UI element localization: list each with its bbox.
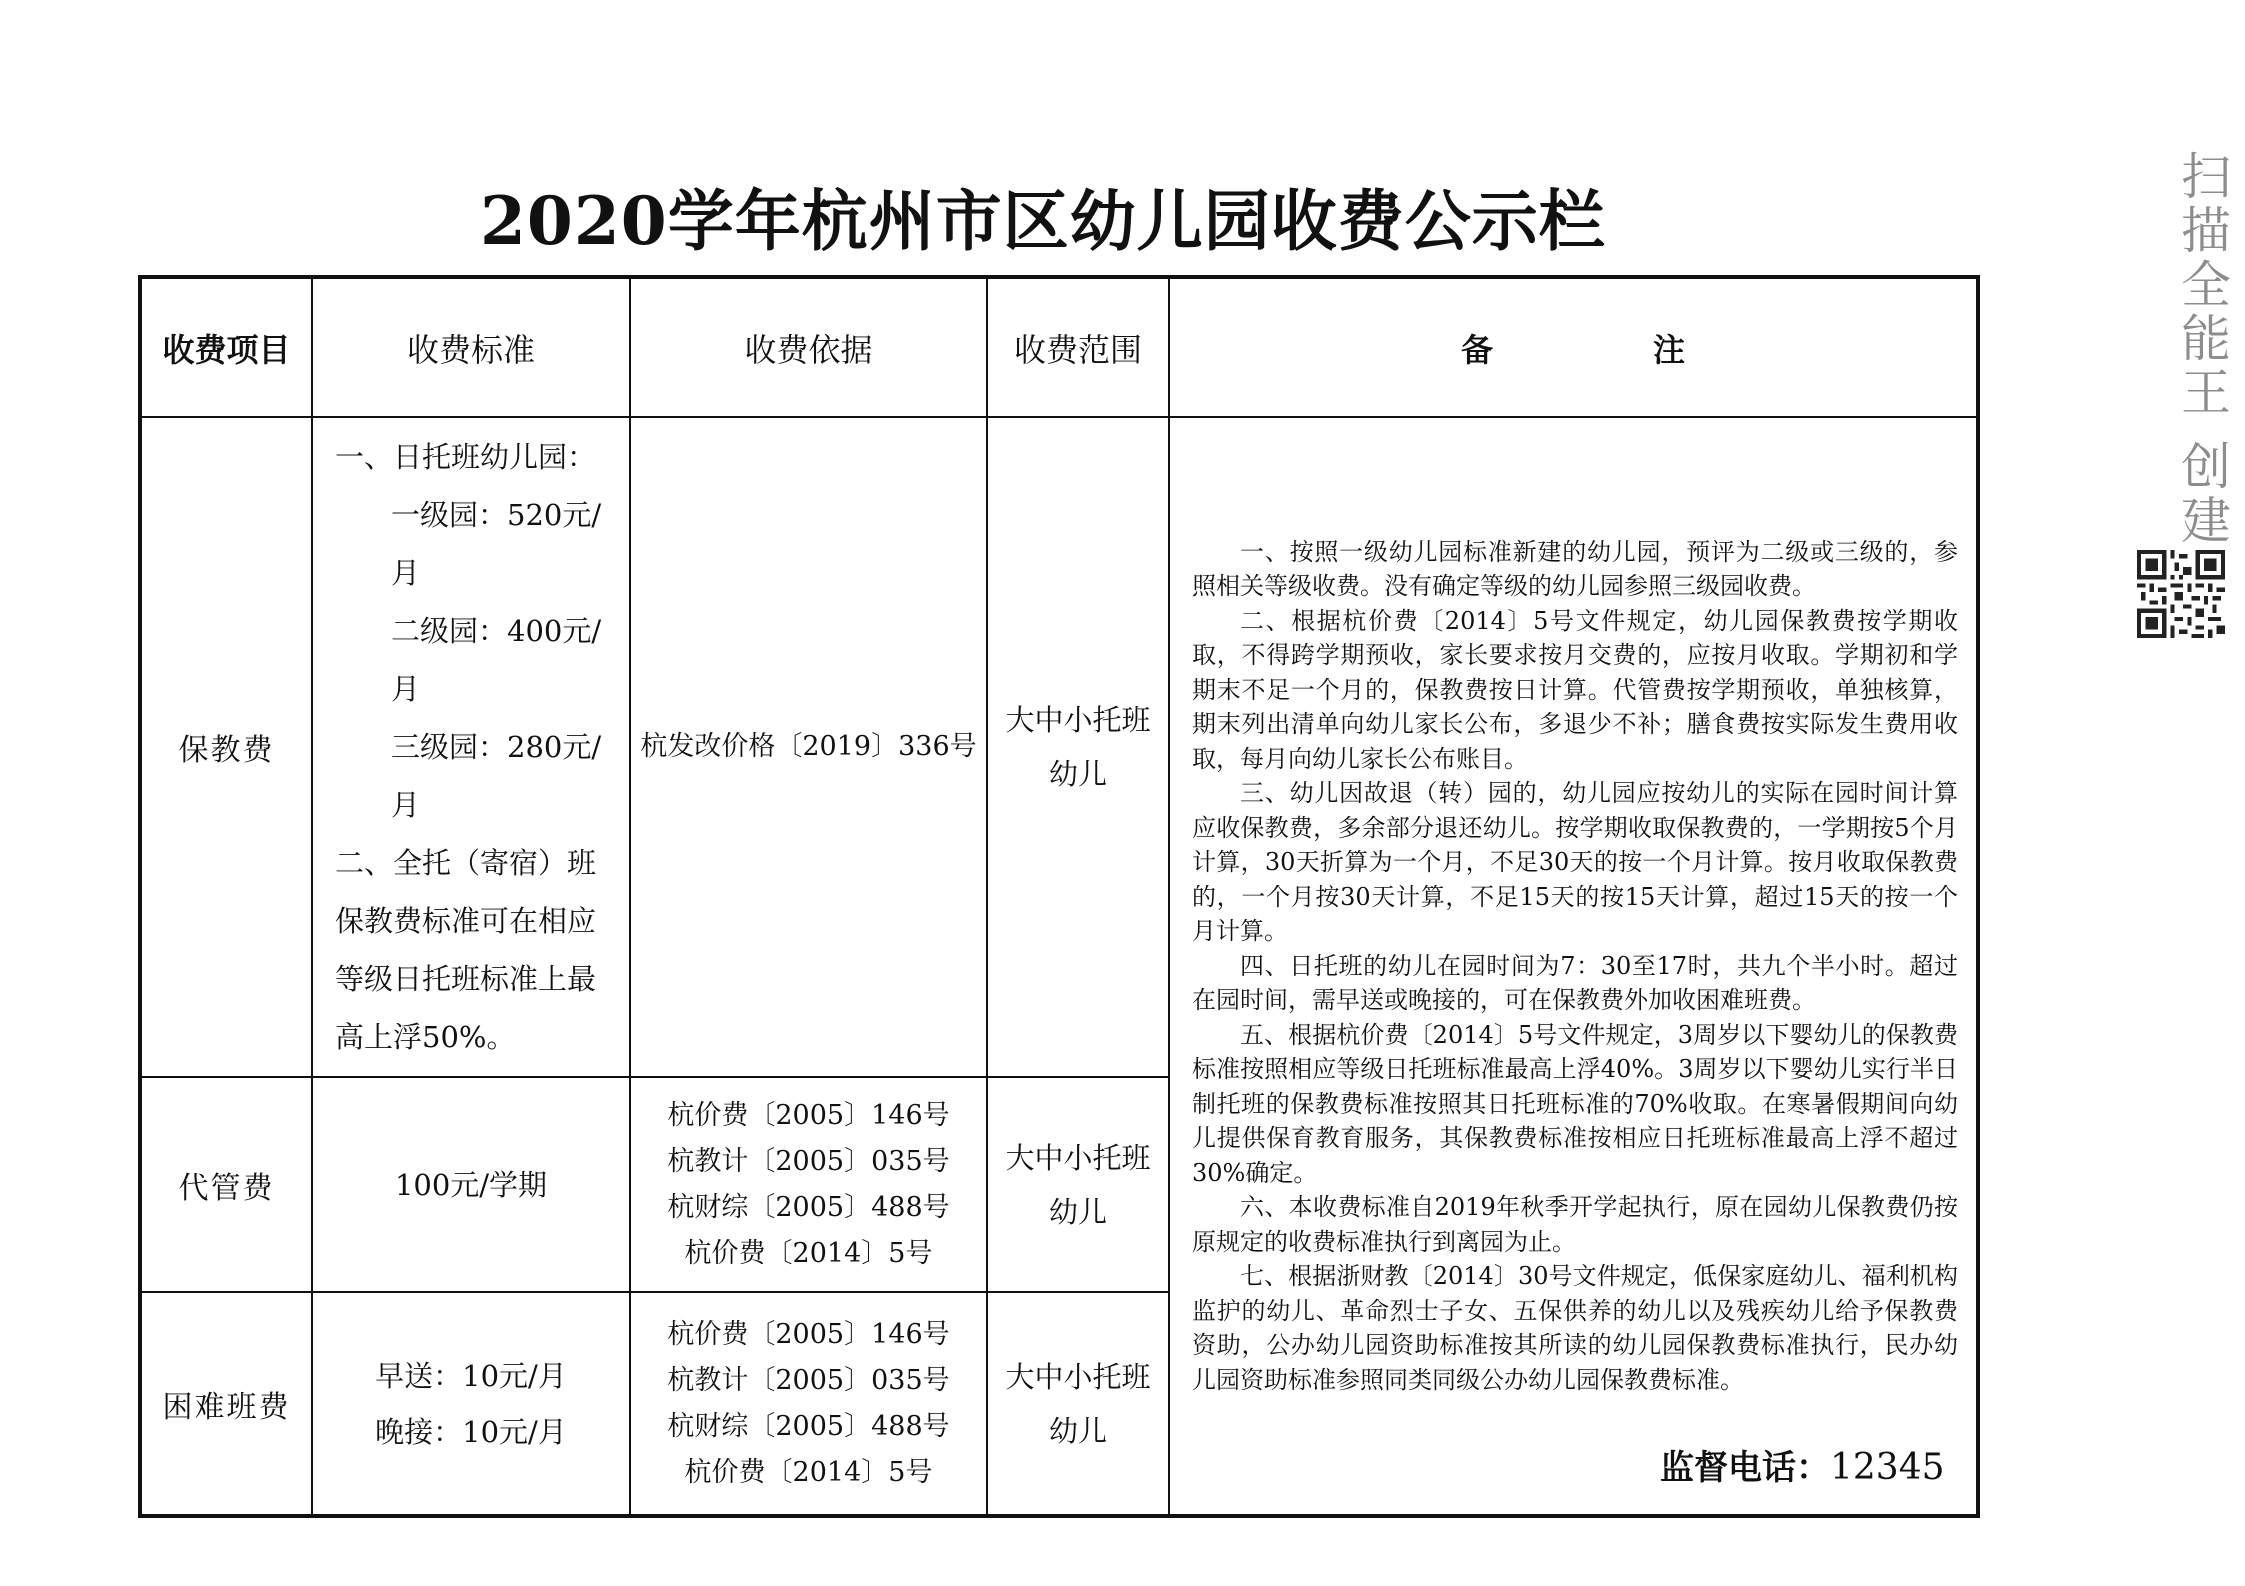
note-paragraph: 五、根据杭价费〔2014〕5号文件规定，3周岁以下婴幼儿的保教费标准按照相应等级日托班标准最高上浮40%。3周岁以下婴幼儿实行半日制托班的保教费标准按照其日托班标准的70%收取。在寒暑假期间向幼儿提供保育教育服务，其保教费标准按相应日托班标准最高上浮不超过30%确定。 [1192,1020,1958,1187]
row-item-custody: 代管费 [140,1077,312,1292]
note-paragraph: 七、根据浙财教〔2014〕30号文件规定，低保家庭幼儿、福利机构监护的幼儿、革命烈士子女、五保供养的幼儿以及残疾幼儿给予保教费资助，公办幼儿园资助标准按其所读的幼儿园保教费标准执行，民办幼儿园资助标准参照同类同级公办幼儿园保教费标准。 [1192,1262,1958,1394]
header-basis: 收费依据 [630,277,987,417]
note-paragraph: 三、幼儿因故退（转）园的，幼儿园应按幼儿的实际在园时间计算应收保教费，多余部分退还幼儿。按学期收取保教费的，一学期按5个月计算，30天折算为一个月，不足30天的按一个月计算。按月收取保教费的，一个月按30天计算，不足15天的按15天计算，超过15天的按一个月计算。 [1192,779,1958,946]
supervision-hotline [1660,1440,1945,1489]
row-scope-custody [987,1077,1169,1292]
standard-line: 三级园：280元/月 [391,730,602,822]
row-item-extended-care: 困难班费 [140,1292,312,1516]
standard-line: 等级日托班标准上最 [335,962,597,996]
basis-line: 杭财综〔2005〕488号 [667,1191,950,1223]
basis-line: 杭价费〔2005〕146号 [667,1099,950,1131]
row-standard-tuition [312,417,630,1077]
note-paragraph: 四、日托班的幼儿在园时间为7：30至17时，共九个半小时。超过在园时间，需早送或晚接的，可在保教费外加收困难班费。 [1192,951,1958,1015]
row-standard-extended-care [312,1292,630,1516]
scope-line: 幼儿 [1048,757,1107,791]
standard-line: 早送：10元/月 [375,1358,567,1393]
table-header-row [140,277,1978,417]
row-scope-extended-care [987,1292,1169,1516]
note-paragraph: 二、根据杭价费〔2014〕5号文件规定，幼儿园保教费按学期收取，不得跨学期预收，家长要求按月交费的，应按月收取。学期初和学期末不足一个月的，保教费按日计算。代管费按学期预收，单独核算，期末列出清单向幼儿家长公布，多退少不补；膳食费按实际发生费用收取，每月向幼儿家长公布账目。 [1192,606,1958,773]
table-row [140,417,1978,1077]
standard-line: 一级园：520元/月 [391,498,602,590]
header-item: 收费项目 [140,277,312,417]
scope-line: 大中小托班 [1005,703,1151,737]
basis-line: 杭教计〔2005〕035号 [667,1364,950,1396]
scope-line: 幼儿 [1048,1413,1107,1448]
qr-code-icon [2137,550,2225,638]
standard-line: 二级园：400元/月 [391,614,602,706]
header-notes: 备注 [1169,277,1978,417]
standard-line: 一、日托班幼儿园： [335,440,597,474]
row-item-tuition: 保教费 [140,417,312,1077]
row-standard-custody [312,1077,630,1292]
basis-line: 杭教计〔2005〕035号 [667,1145,950,1177]
standard-line: 保教费标准可在相应 [335,904,597,938]
basis-line: 杭价费〔2005〕146号 [667,1318,950,1350]
note-paragraph: 六、本收费标准自2019年秋季开学起执行，原在园幼儿保教费仍按原规定的收费标准执行到离园为止。 [1192,1193,1958,1256]
header-standard: 收费标准 [312,277,630,417]
standard-line: 100元/学期 [394,1167,548,1202]
scope-line: 大中小托班 [1005,1140,1151,1175]
scope-line: 大中小托班 [1005,1359,1151,1394]
standard-line: 高上浮50%。 [335,1020,516,1054]
page-title: 2020学年杭州市区幼儿园收费公示栏 [480,182,1606,260]
basis-line: 杭价费〔2014〕5号 [684,1237,933,1269]
row-scope-tuition [987,417,1169,1077]
fee-table [138,275,1980,1518]
basis-line: 杭发改价格〔2019〕336号 [640,731,977,762]
basis-line: 杭财综〔2005〕488号 [667,1410,950,1442]
scope-line: 幼儿 [1048,1194,1107,1229]
note-paragraph: 一、按照一级幼儿园标准新建的幼儿园，预评为二级或三级的，参照相关等级收费。没有确定等级的幼儿园参照三级园收费。 [1192,537,1958,601]
standard-line: 二、全托（寄宿）班 [335,846,597,880]
scanner-watermark: 扫描全能王 创建 [2173,150,2231,548]
row-basis-custody [630,1077,987,1292]
standard-line: 晚接：10元/月 [375,1414,567,1449]
hotline-number: 12345 [1830,1447,1945,1488]
notes-cell [1169,417,1978,1516]
header-scope: 收费范围 [987,277,1169,417]
row-basis-tuition [630,417,987,1077]
row-basis-extended-care [630,1292,987,1516]
basis-line: 杭价费〔2014〕5号 [684,1456,933,1488]
hotline-label: 监督电话： [1660,1448,1830,1488]
